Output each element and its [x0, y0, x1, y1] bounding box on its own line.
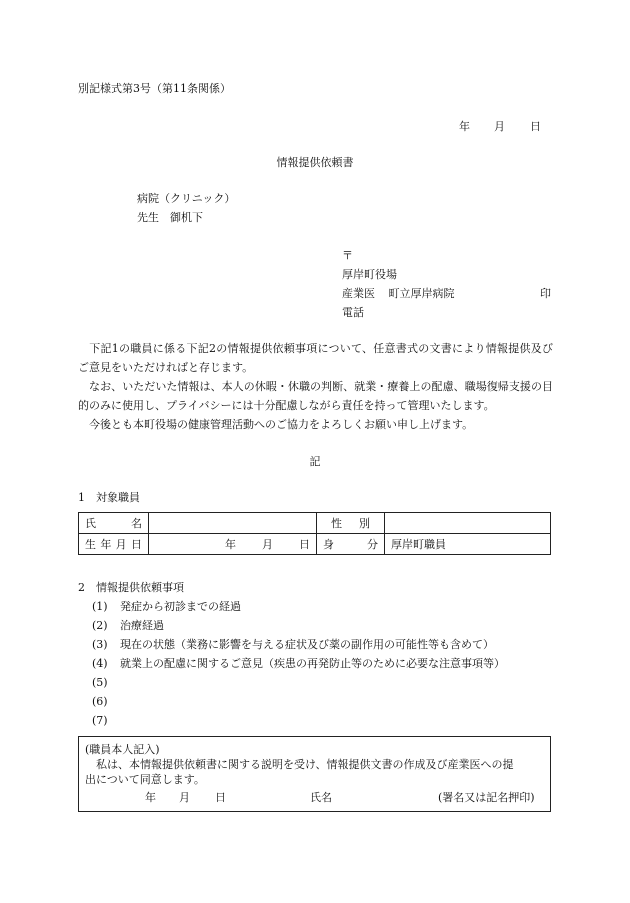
label-char: 日 — [130, 538, 142, 551]
list-item: 現在の状態（業務に影響を与える症状及び薬の副作用の可能性等も含めて） — [120, 638, 494, 651]
consent-box — [78, 736, 551, 812]
label-char: 年 — [100, 538, 112, 551]
list-item-number: (3) — [92, 638, 108, 651]
label-char: 性 — [331, 517, 342, 530]
status-value-cell: 厚岸町職員 — [385, 534, 551, 555]
consent-year: 年 — [145, 791, 156, 804]
list-item-number: (2) — [92, 619, 108, 632]
name-value-cell[interactable] — [149, 513, 317, 534]
birth-unit: 年 — [225, 538, 236, 551]
birth-unit: 日 — [299, 538, 310, 551]
list-item-number: (7) — [92, 714, 108, 727]
body-paragraph: なお、いただいた情報は、本人の休暇・休職の判断、就業・療養上の配慮、職場復帰支援の目的のみに使用し、プライバシーには十分配慮しながら責任を持って管理いたします。 — [78, 380, 553, 412]
label-char: 分 — [367, 538, 378, 551]
list-item-number: (6) — [92, 695, 108, 708]
consent-month: 月 — [179, 791, 190, 804]
birth-label-cell — [79, 534, 149, 555]
postal-mark: 〒 — [342, 249, 353, 262]
addressee-doctor: 先生 御机下 — [137, 211, 203, 224]
table-row — [79, 513, 551, 534]
ki-mark: 記 — [309, 455, 321, 468]
birth-value-cell[interactable] — [149, 534, 317, 555]
body-paragraph: 下記1の職員に係る下記2の情報提供依頼事項について、任意書式の文書により情報提供及びご意見をいただければと存じます。 — [78, 342, 553, 374]
section2-heading: 2 情報提供依頼事項 — [78, 581, 184, 594]
label-char: 氏 — [85, 517, 96, 530]
list-item-number: (1) — [92, 600, 108, 613]
target-employee-table — [78, 512, 551, 555]
sender-physician — [342, 287, 455, 301]
label-char: 生 — [85, 538, 96, 551]
seal-mark: 印 — [540, 287, 551, 300]
physician-name: 町立厚岸病院 — [388, 287, 455, 300]
list-item: 就業上の配慮に関するご意見（疾患の再発防止等のために必要な注意事項等） — [120, 657, 505, 670]
signature-note: (署名又は記名押印) — [438, 791, 535, 804]
label-char: 月 — [115, 538, 127, 551]
physician-prefix: 産業医 — [342, 287, 375, 300]
label-char: 身 — [323, 538, 334, 551]
addressee-hospital: 病院（クリニック） — [137, 192, 236, 205]
label-char: 名 — [131, 517, 142, 530]
consent-name-label: 氏名 — [310, 791, 332, 804]
consent-header: (職員本人記入) — [85, 743, 160, 756]
date-month: 月 — [494, 120, 505, 133]
document-title: 情報提供依頼書 — [276, 156, 354, 169]
list-item: 治療経過 — [120, 619, 164, 632]
status-label-cell — [317, 534, 385, 555]
phone-label: 電話 — [342, 306, 364, 319]
sex-label-cell — [317, 513, 385, 534]
consent-day: 日 — [215, 791, 226, 804]
consent-line: 出について同意します。 — [85, 773, 205, 786]
date-year: 年 — [459, 120, 470, 133]
body-paragraph: 今後とも本町役場の健康管理活動へのご協力をよろしくお願い申し上げます。 — [78, 418, 474, 431]
date-day: 日 — [530, 120, 541, 133]
list-item: 発症から初診までの経過 — [120, 600, 241, 613]
list-item-number: (5) — [92, 676, 108, 689]
table-row — [79, 534, 551, 555]
sex-value-cell[interactable] — [385, 513, 551, 534]
label-char: 別 — [359, 517, 370, 530]
consent-line: 私は、本情報提供依頼書に関する説明を受け、情報提供文書の作成及び産業医への提 — [85, 758, 514, 771]
section1-heading: 1 対象職員 — [78, 491, 140, 504]
sender-office: 厚岸町役場 — [342, 268, 397, 281]
birth-unit: 月 — [262, 538, 273, 551]
form-label: 別記様式第3号（第11条関係） — [78, 82, 231, 95]
name-label-cell — [79, 513, 149, 534]
list-item-number: (4) — [92, 657, 108, 670]
